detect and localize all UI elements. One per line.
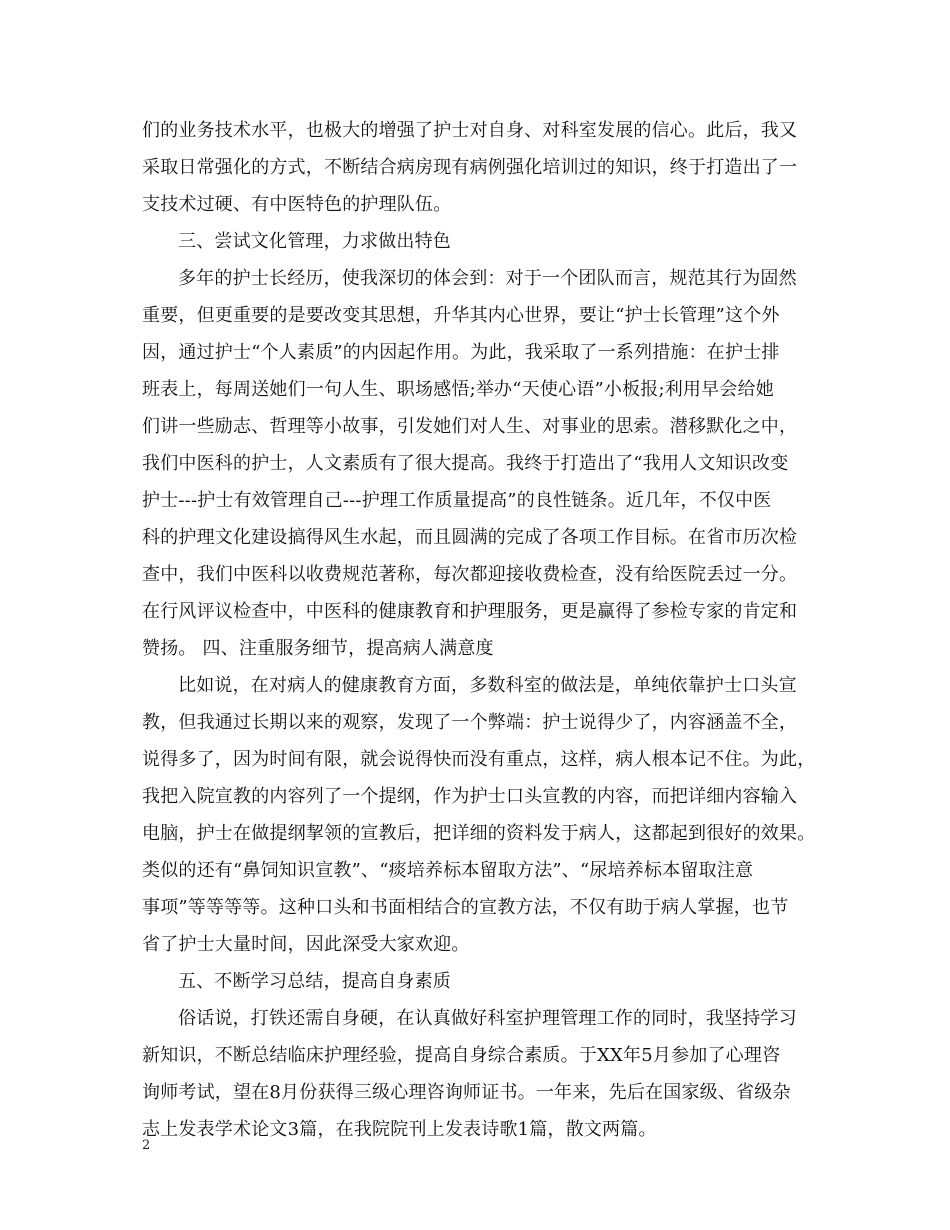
section-heading: 三、尝试文化管理，力求做出特色: [178, 231, 451, 252]
body-text: [142, 112, 822, 1148]
text-line: 赞扬。 四、注重服务细节，提高病人满意度: [142, 638, 494, 659]
text-line: 志上发表学术论文3篇，在我院院刊上发表诗歌1篇，散文两篇。: [142, 1119, 657, 1140]
text-line: 在行风评议检查中，中医科的健康教育和护理服务，更是赢得了参检专家的肯定和: [142, 601, 798, 622]
text-line: 事项”等等等等。这种口头和书面相结合的宣教方法，不仅有助于病人掌握，也节: [142, 897, 789, 918]
text-line: 电脑，护士在做提纲挈领的宣教后，把详细的资料发于病人，这都起到很好的效果。: [142, 823, 816, 844]
text-line: 采取日常强化的方式，不断结合病房现有病例强化培训过的知识，终于打造出了一: [142, 157, 798, 178]
text-line: 我把入院宣教的内容列了一个提纲，作为护士口头宣教的内容，而把详细内容输入: [142, 786, 798, 807]
text-line: 们讲一些励志、哲理等小故事，引发她们对人生、对事业的思索。潜移默化之中，: [142, 416, 798, 437]
text-line: 类似的还有“鼻饲知识宣教”、“痰培养标本留取方法”、“尿培养标本留取注意: [142, 860, 754, 881]
text-line: 科的护理文化建设搞得风生水起，而且圆满的完成了各项工作目标。在省市历次检: [142, 527, 798, 548]
text-line: 询师考试，望在8月份获得三级心理咨询师证书。一年来，先后在国家级、省级杂: [142, 1082, 791, 1103]
text-line: 说得多了，因为时间有限，就会说得快而没有重点，这样，病人根本记不住。为此，: [142, 749, 816, 770]
text-line: 俗话说，打铁还需自身硬，在认真做好科室护理管理工作的同时，我坚持学习: [178, 1008, 797, 1029]
text-line: 查中，我们中医科以收费规范著称，每次都迎接收费检查，没有给医院丢过一分。: [142, 564, 798, 585]
page-number: 2: [142, 1138, 151, 1153]
text-line: 多年的护士长经历，使我深切的体会到：对于一个团队而言，规范其行为固然: [178, 268, 797, 289]
text-line: 我们中医科的护士，人文素质有了很大提高。我终于打造出了“我用人文知识改变: [142, 453, 789, 474]
text-line: 比如说，在对病人的健康教育方面，多数科室的做法是，单纯依靠护士口头宣: [178, 675, 797, 696]
text-line: 们的业务技术水平，也极大的增强了护士对自身、对科室发展的信心。此后，我又: [142, 120, 798, 141]
text-line: 省了护士大量时间，因此深受大家欢迎。: [142, 934, 470, 955]
section-heading: 五、不断学习总结，提高自身素质: [178, 971, 451, 992]
text-line: 护士---护士有效管理自己---护理工作质量提高”的良性链条。近几年，不仅中医: [142, 490, 772, 511]
text-line: 因，通过护士“个人素质”的内因起作用。为此，我采取了一系列措施：在护士排: [142, 342, 780, 363]
text-line: 重要，但更重要的是要改变其思想，升华其内心世界，要让“护士长管理”这个外: [142, 305, 780, 326]
text-line: 教，但我通过长期以来的观察，发现了一个弊端：护士说得少了，内容涵盖不全，: [142, 712, 798, 733]
text-line: 支技术过硬、有中医特色的护理队伍。: [142, 194, 452, 215]
text-line: 新知识，不断总结临床护理经验，提高自身综合素质。于XX年5月参加了心理咨: [142, 1045, 781, 1066]
text-line: 班表上，每周送她们一句人生、职场感悟;举办“天使心语”小板报;利用早会给她: [142, 379, 774, 400]
